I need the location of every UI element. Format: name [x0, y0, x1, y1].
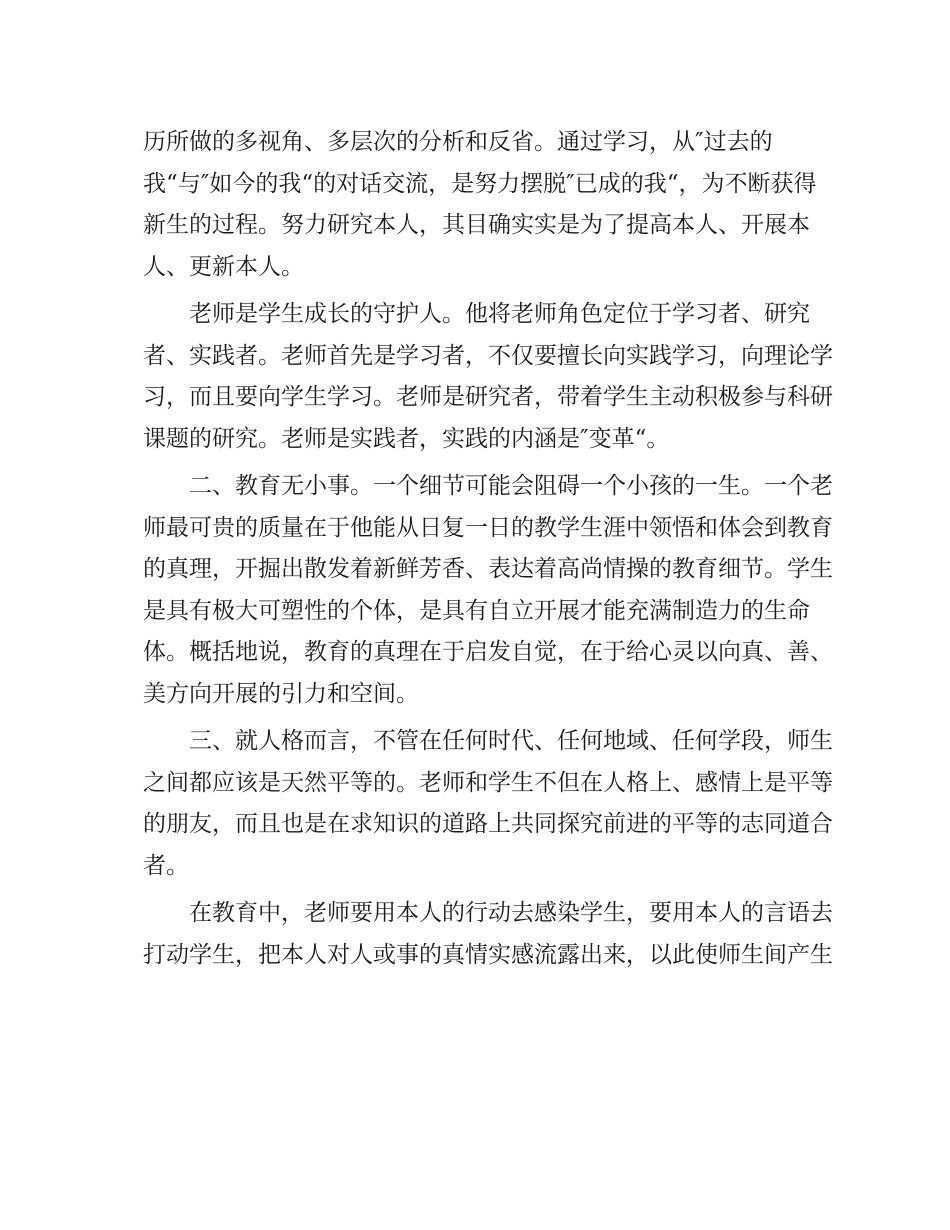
text-line: 的朋友，而且也是在求知识的道路上共同探究前进的平等的志同道合 — [143, 811, 833, 837]
text-line: 之间都应该是天然平等的。老师和学生不但在人格上、感情上是平等 — [143, 769, 833, 796]
text-line: 历所做的多视角、多层次的分析和反省。通过学习，从″过去的 — [143, 129, 773, 155]
paragraph — [143, 893, 833, 976]
text-line: 是具有极大可塑性的个体，是具有自立开展才能充满制造力的生命 — [143, 597, 810, 624]
paragraph — [143, 466, 833, 715]
text-line: 习，而且要向学生学习。老师是研究者，带着学生主动积极参与科研 — [143, 384, 833, 410]
text-line: 者、实践者。老师首先是学习者，不仅要擅长向实践学习，向理论学 — [143, 342, 833, 369]
text-line: 美方向开展的引力和空间。 — [143, 680, 419, 707]
text-line: 人、更新本人。 — [143, 253, 304, 280]
text-line: 新生的过程。努力研究本人，其目确实实是为了提高本人、开展本 — [143, 212, 810, 238]
paragraph — [143, 122, 817, 288]
text-line: 打动学生，把本人对人或事的真情实感流露出来，以此使师生间产生 — [143, 941, 833, 968]
text-line: 课题的研究。老师是实践者，实践的内涵是″变革“。 — [143, 425, 670, 452]
text-line: 二、教育无小事。一个细节可能会阻碍一个小孩的一生。一个老 — [189, 473, 833, 499]
text-line: 老师是学生成长的守护人。他将老师角色定位于学习者、研究 — [189, 301, 810, 327]
text-line: 我“与″如今的我“的对话交流，是努力摆脱″已成的我“，为不断获得 — [143, 170, 817, 197]
text-line: 的真理，开掘出散发着新鲜芳香、表达着高尚情操的教育细节。学生 — [143, 556, 833, 582]
text-line: 者。 — [143, 852, 189, 879]
text-line: 在教育中，老师要用本人的行动去感染学生，要用本人的言语去 — [189, 900, 833, 926]
text-line: 师最可贵的质量在于他能从日复一日的教学生涯中领悟和体会到教育 — [143, 514, 833, 541]
document-body — [143, 122, 833, 976]
paragraph — [143, 721, 833, 887]
paragraph — [143, 294, 833, 460]
text-line: 三、就人格而言，不管在任何时代、任何地域、任何学段，师生 — [189, 728, 833, 754]
text-line: 体。概括地说，教育的真理在于启发自觉，在于给心灵以向真、善、 — [143, 639, 833, 665]
